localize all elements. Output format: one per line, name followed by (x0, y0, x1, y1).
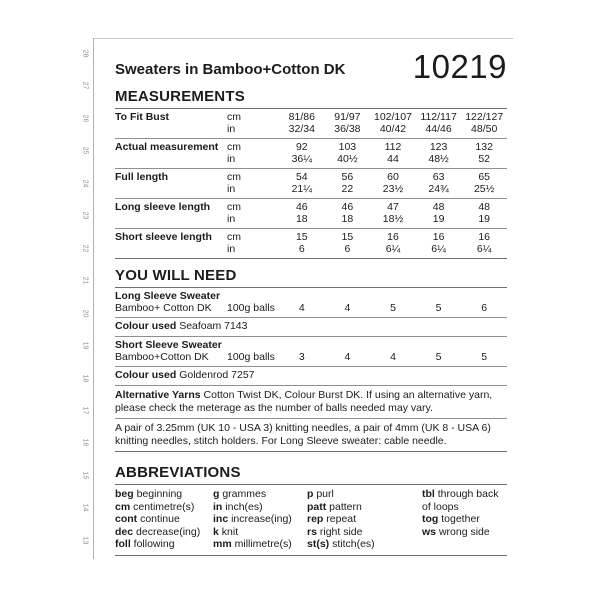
cell-value: 48 (478, 201, 491, 213)
abbreviation-definition: of loops (422, 500, 459, 513)
abbreviation-term: cont (115, 513, 138, 525)
abbreviation-term: patt (307, 500, 327, 513)
needles-note: A pair of 3.25mm (UK 10 - USA 3) knitting needles, a pair of 4mm (UK 8 - USA 6) knitting needles, stitch holders. For Long Sleeve sweater: cable needle. (115, 419, 507, 452)
table-row (115, 109, 507, 139)
ruler-number: 26 (81, 114, 89, 123)
sheet-left-edge (93, 38, 94, 559)
alternative-yarns-note (115, 386, 507, 419)
in-values (279, 243, 507, 255)
measurement-label: To Fit Bust (115, 111, 170, 123)
cell-value: 44/46 (425, 123, 452, 135)
cell-value: 81/86 (288, 111, 315, 123)
in-values (279, 213, 507, 225)
unit-label: in (227, 153, 236, 165)
abbreviation-term: k (213, 525, 219, 538)
unit-label: in (227, 243, 236, 255)
abbreviation-entry (213, 488, 307, 501)
cell-value: 5 (390, 302, 396, 314)
page-header (115, 50, 507, 84)
abbreviation-entry (213, 501, 307, 514)
cm-values (279, 171, 507, 183)
cell-value: 6 (344, 243, 351, 255)
abbreviation-entry (422, 526, 507, 539)
abbreviation-entry (115, 488, 213, 501)
abbreviations-column (422, 488, 507, 551)
abbreviation-definition: pattern (329, 500, 362, 513)
unit-label: in (227, 123, 236, 135)
abbreviation-definition: beginning (136, 488, 183, 500)
abbreviation-entry (307, 488, 422, 501)
cell-value: 25½ (473, 183, 495, 195)
cm-values (279, 201, 507, 213)
colour-used-value: Seafoam 7143 (179, 320, 248, 332)
ruler-number: 28 (81, 49, 89, 58)
cell-value: 15 (295, 231, 308, 243)
you-will-need-heading: YOU WILL NEED (115, 267, 237, 284)
cell-value: 44 (387, 153, 399, 165)
measurements-heading: MEASUREMENTS (115, 88, 245, 105)
abbreviation-entry (115, 538, 213, 551)
pattern-page (115, 50, 507, 556)
colour-used-label: Colour used (115, 369, 177, 381)
cell-value: 16 (387, 231, 399, 243)
abbreviation-definition: decrease(ing) (136, 525, 201, 538)
cm-line (227, 141, 507, 153)
cm-line (227, 171, 507, 183)
yarn-quantity-line (115, 351, 507, 363)
cell-value: 112 (384, 141, 402, 153)
ruler-number: 20 (81, 309, 89, 318)
cell-value: 6¼ (476, 243, 492, 255)
unit-label: cm (227, 171, 241, 183)
abbreviation-entry (307, 538, 422, 551)
abbreviation-term: rs (307, 525, 317, 538)
colour-used-label: Colour used (115, 320, 177, 332)
abbreviation-entry (307, 501, 422, 514)
in-values (279, 123, 507, 135)
yarn-name: Bamboo+ Cotton DK (115, 302, 212, 314)
garment-name: Short Sleeve Sweater (115, 339, 222, 351)
unit-label: cm (227, 141, 241, 153)
cell-value: 4 (344, 351, 351, 363)
cell-value: 103 (338, 141, 357, 153)
page-title: Sweaters in Bamboo+Cotton DK (115, 61, 346, 78)
ruler-number: 27 (81, 82, 89, 90)
cell-value: 56 (341, 171, 354, 183)
colour-used-value: Goldenrod 7257 (179, 369, 255, 381)
abbreviation-term: tbl (422, 488, 435, 500)
alternative-yarns-label: Alternative Yarns (115, 389, 201, 401)
cell-value: 46 (341, 201, 354, 213)
cell-value: 6¼ (431, 243, 446, 255)
cell-value: 15 (341, 231, 354, 243)
measurement-label: Long sleeve length (115, 201, 211, 213)
cell-value: 3 (298, 351, 305, 363)
abbreviation-entry (307, 513, 422, 526)
abbreviation-definition: inch(es) (225, 500, 263, 513)
cm-values (279, 141, 507, 153)
table-row (115, 229, 507, 259)
abbreviation-entry (115, 513, 213, 526)
cell-value: 18½ (382, 213, 404, 225)
abbreviation-term: dec (115, 525, 134, 538)
ruler-number: 23 (81, 211, 89, 220)
abbreviation-entry (213, 526, 307, 539)
abbreviation-entry (422, 488, 507, 501)
ruler-number: 16 (81, 439, 89, 447)
cell-value: 18 (295, 213, 308, 225)
ruler-number: 17 (81, 406, 89, 415)
cell-value: 63 (432, 171, 445, 183)
measurement-label: Actual measurement (115, 141, 219, 153)
alternative-yarns-text: Cotton Twist DK, Colour Burst DK. If using an alternative yarn, please check the meterage as the number of balls needed may vary. (115, 389, 493, 414)
abbreviation-definition: through back (437, 488, 499, 500)
ruler-number: 18 (81, 374, 89, 382)
abbreviation-term: mm (213, 538, 232, 550)
abbreviation-term: rep (307, 513, 324, 525)
abbreviations-table (115, 484, 507, 556)
in-line (227, 153, 507, 165)
cell-value: 6 (481, 302, 488, 314)
cell-value: 16 (432, 231, 445, 243)
ruler-number: 13 (81, 536, 89, 545)
abbreviations-column (115, 488, 213, 551)
measurement-values (227, 231, 507, 255)
abbreviation-definition: millimetre(s) (234, 538, 292, 550)
abbreviation-term: foll (115, 538, 131, 550)
abbreviation-entry (115, 501, 213, 514)
ball-size-label: 100g balls (227, 302, 275, 314)
in-values (279, 153, 507, 165)
cm-line (227, 231, 507, 243)
abbreviation-term: beg (115, 488, 134, 500)
sheet-top-edge (93, 38, 513, 39)
cell-value: 54 (295, 171, 308, 183)
table-row (115, 139, 507, 169)
cell-value: 46 (295, 201, 308, 213)
cell-value: 47 (387, 201, 399, 213)
abbreviation-definition: wrong side (438, 525, 490, 538)
in-line (227, 213, 507, 225)
abbreviation-definition: grammes (222, 488, 267, 500)
yarn-requirement-row (115, 337, 507, 367)
you-will-need-table (115, 287, 507, 452)
cm-values (279, 231, 507, 243)
colour-used-row (115, 367, 507, 386)
abbreviation-definition: following (133, 538, 175, 550)
cell-value: 40½ (337, 153, 358, 165)
in-line (227, 183, 507, 195)
abbreviation-term: inc (213, 513, 229, 525)
table-row (115, 199, 507, 229)
colour-used-row (115, 318, 507, 337)
abbreviation-entry (422, 501, 507, 514)
ruler-number: 22 (81, 244, 89, 253)
cell-value: 5 (481, 351, 488, 363)
cell-value: 16 (478, 231, 491, 243)
measurement-label: Full length (115, 171, 169, 183)
cell-value: 19 (432, 213, 445, 225)
cell-value: 32/34 (288, 123, 315, 135)
abbreviation-term: st(s) (307, 538, 330, 550)
abbreviation-definition: centimetre(s) (133, 500, 195, 513)
cell-value: 6¼ (385, 243, 401, 255)
cell-value: 40/42 (379, 123, 407, 135)
cell-value: 112/117 (420, 111, 457, 123)
cell-value: 36/38 (334, 123, 361, 135)
abbreviation-term: in (213, 500, 223, 513)
ruler-number: 15 (81, 471, 89, 480)
cell-value: 4 (390, 351, 396, 363)
measurements-table (115, 108, 507, 259)
cm-line (227, 201, 507, 213)
abbreviation-definition: repeat (326, 513, 357, 525)
abbreviations-column (307, 488, 422, 551)
cell-value: 21¼ (291, 183, 313, 195)
table-row (115, 169, 507, 199)
abbreviation-definition: together (441, 513, 480, 525)
abbreviation-definition: purl (316, 488, 334, 500)
unit-label: in (227, 213, 236, 225)
abbreviation-definition: knit (221, 525, 239, 538)
yarn-quantity-line (115, 302, 507, 314)
cell-value: 132 (475, 141, 493, 153)
cell-value: 60 (387, 171, 399, 183)
abbreviation-entry (115, 526, 213, 539)
measurement-label: Short sleeve length (115, 231, 212, 243)
unit-label: cm (227, 111, 241, 123)
cell-value: 36¼ (291, 153, 313, 165)
cell-value: 23½ (382, 183, 404, 195)
cell-value: 6 (298, 243, 305, 255)
cell-value: 48 (432, 201, 445, 213)
unit-label: in (227, 183, 236, 195)
abbreviation-entry (213, 513, 307, 526)
cm-values (279, 111, 507, 123)
cell-value: 65 (478, 171, 491, 183)
cell-value: 92 (295, 141, 308, 153)
measurement-values (227, 111, 507, 135)
yarn-requirement-row (115, 288, 507, 318)
abbreviation-term: ws (422, 525, 437, 538)
cell-value: 24¾ (428, 183, 449, 195)
cm-line (227, 111, 507, 123)
cell-value: 122/127 (465, 111, 504, 123)
cell-value: 102/107 (374, 111, 412, 123)
abbreviation-definition: increase(ing) (231, 513, 292, 525)
abbreviation-term: p (307, 488, 314, 500)
cell-value: 5 (435, 302, 442, 314)
ruler-number: 14 (81, 503, 89, 512)
abbreviations-heading: ABBREVIATIONS (115, 464, 241, 481)
abbreviation-definition: stitch(es) (332, 538, 375, 550)
in-line (227, 123, 507, 135)
cell-value: 19 (478, 213, 491, 225)
unit-label: cm (227, 201, 241, 213)
in-line (227, 243, 507, 255)
pattern-number: 10219 (412, 48, 507, 85)
cell-value: 48½ (428, 153, 449, 165)
abbreviation-term: g (213, 488, 220, 500)
cell-value: 123 (429, 141, 448, 153)
in-values (279, 183, 507, 195)
ball-quantities (279, 351, 507, 363)
garment-name: Long Sleeve Sweater (115, 290, 221, 302)
ruler-scale (79, 50, 91, 544)
cell-value: 4 (344, 302, 351, 314)
cell-value: 18 (341, 213, 354, 225)
measurement-values (227, 171, 507, 195)
abbreviation-term: cm (115, 500, 131, 513)
cell-value: 48/50 (471, 123, 498, 135)
ruler-number: 24 (81, 179, 89, 188)
measurement-values (227, 141, 507, 165)
cell-value: 4 (298, 302, 305, 314)
abbreviation-term: tog (422, 513, 439, 525)
abbreviation-entry (213, 538, 307, 551)
cell-value: 91/97 (334, 111, 361, 123)
abbreviation-definition: continue (140, 513, 180, 525)
abbreviation-definition: right side (319, 525, 363, 538)
ruler-number: 21 (81, 276, 89, 285)
cell-value: 5 (435, 351, 442, 363)
ruler-number: 25 (81, 146, 89, 155)
ruler-number: 19 (81, 341, 89, 350)
cell-value: 22 (341, 183, 354, 195)
ball-quantities (279, 302, 507, 314)
yarn-name: Bamboo+Cotton DK (115, 351, 209, 363)
cell-value: 52 (478, 153, 491, 165)
abbreviation-entry (307, 526, 422, 539)
measurement-values (227, 201, 507, 225)
abbreviations-column (213, 488, 307, 551)
abbreviation-entry (422, 513, 507, 526)
unit-label: cm (227, 231, 241, 243)
ball-size-label: 100g balls (227, 351, 275, 363)
